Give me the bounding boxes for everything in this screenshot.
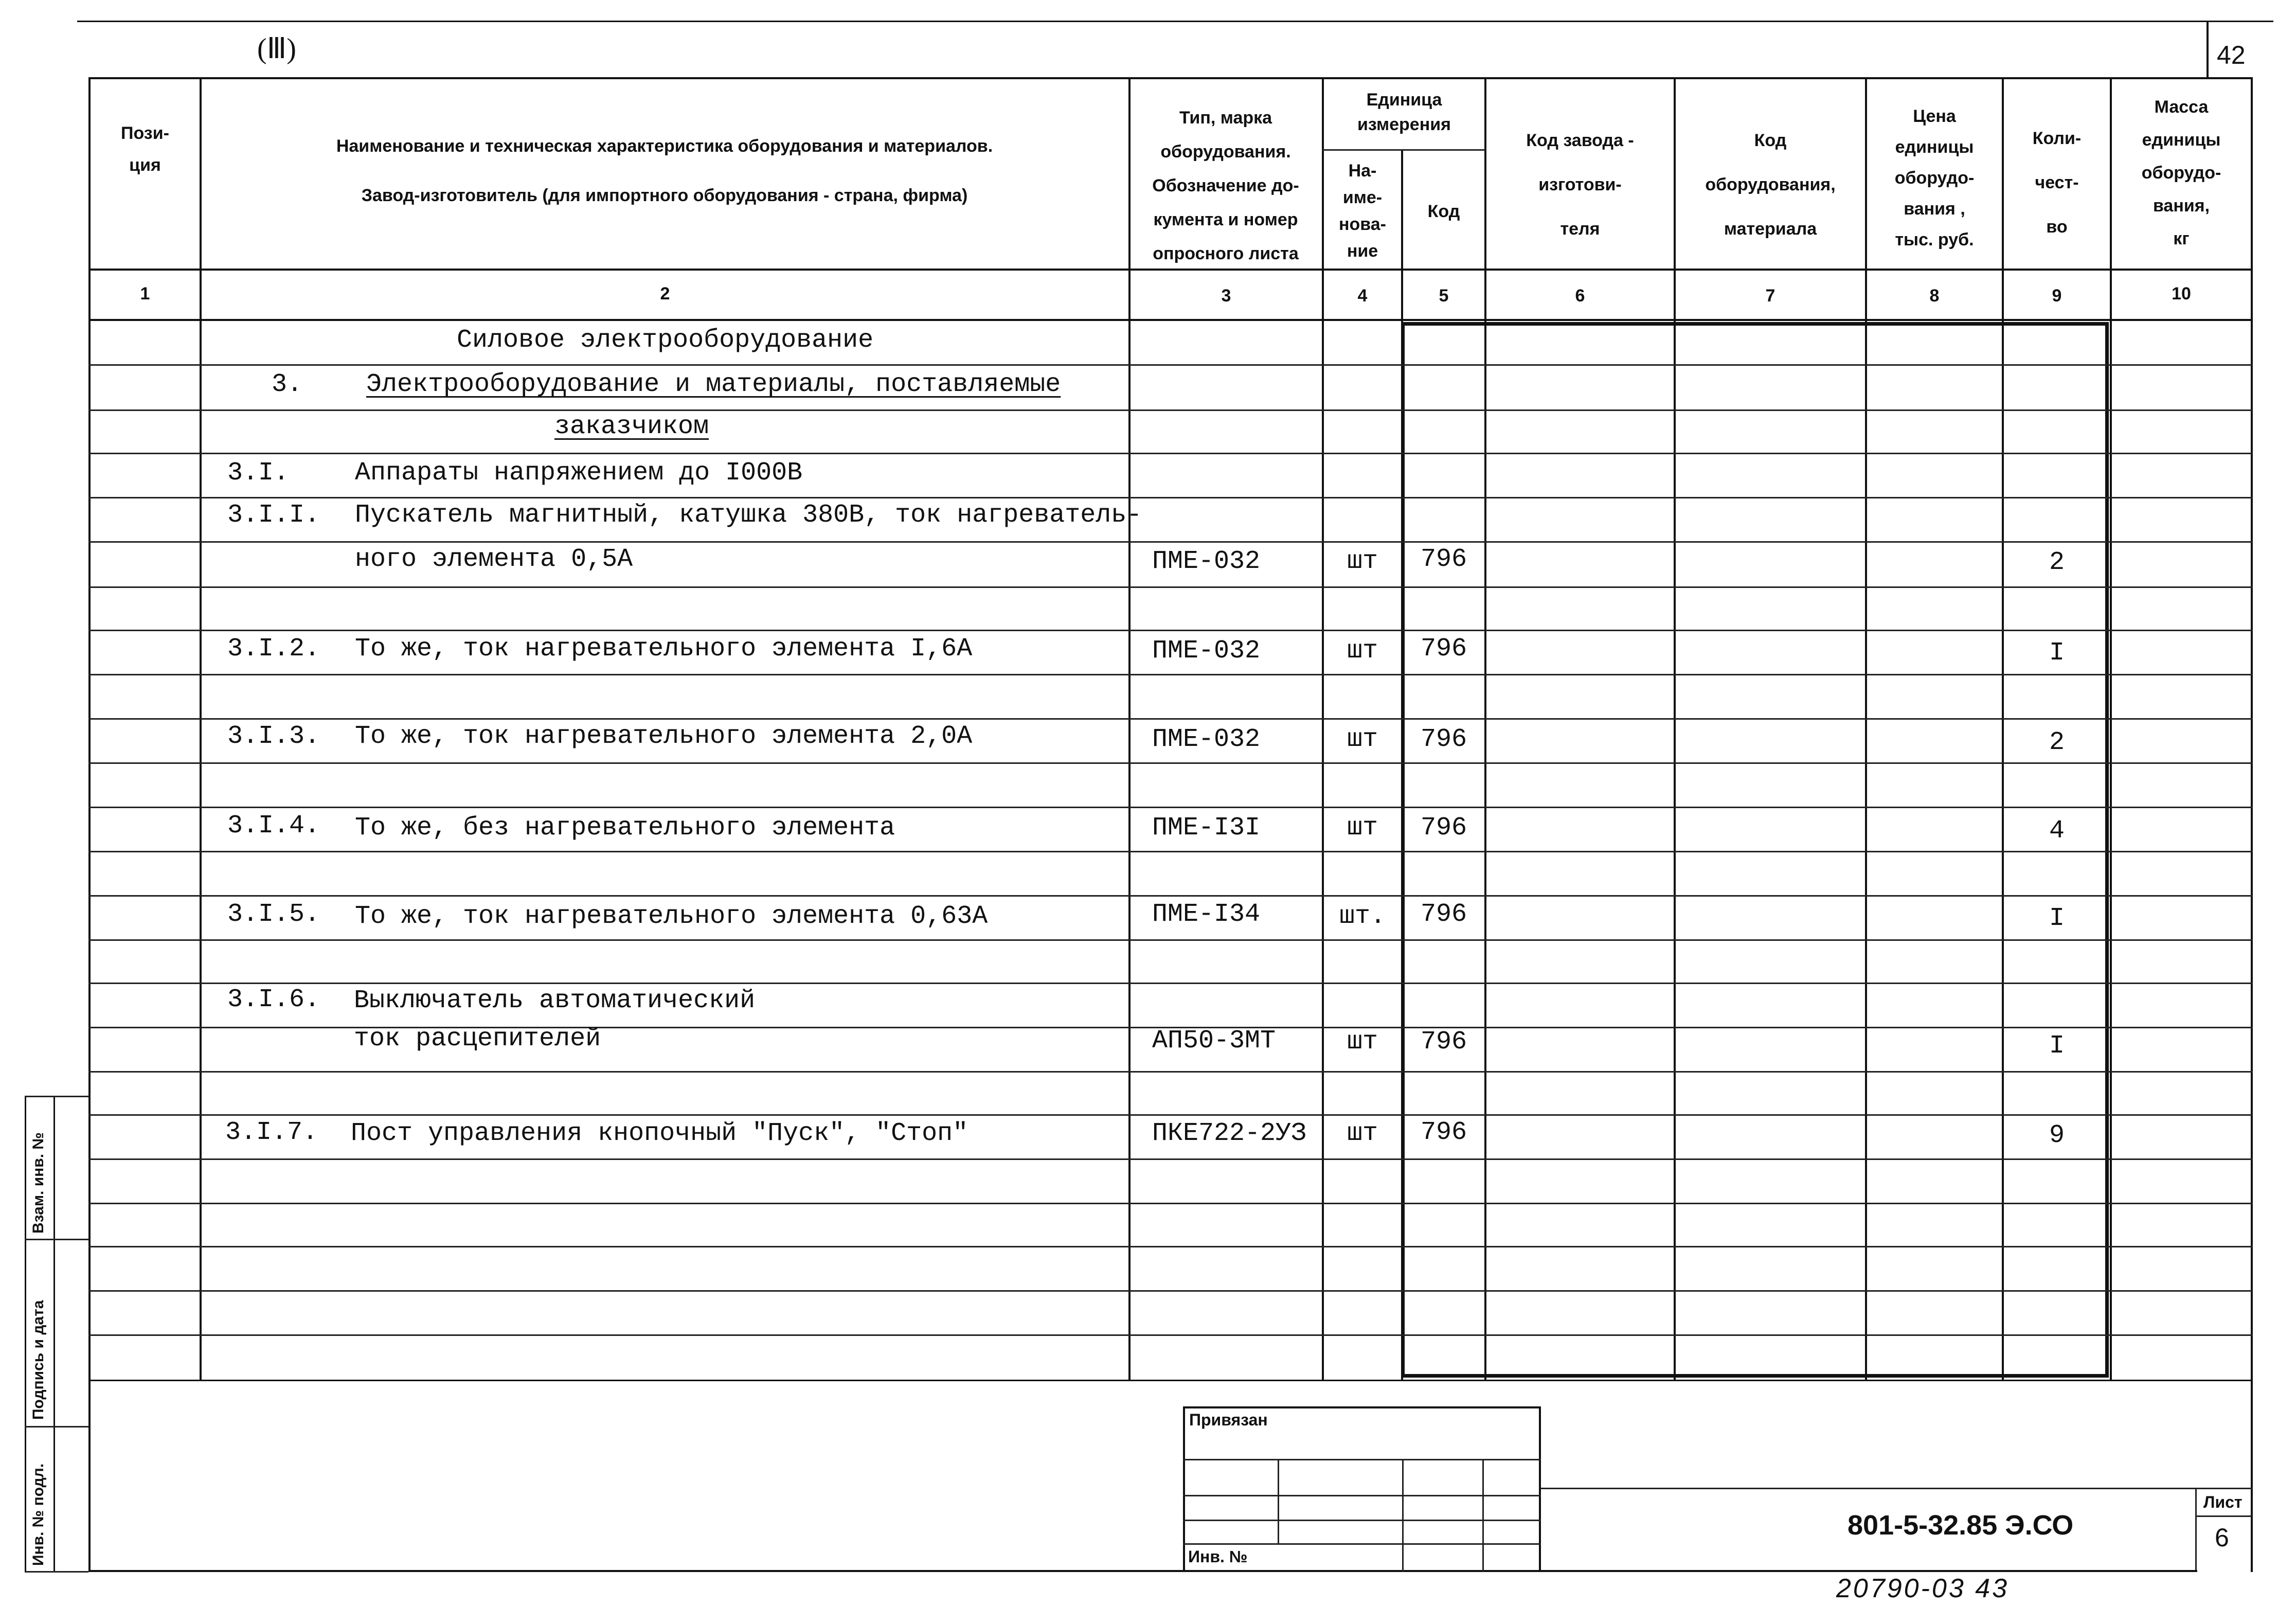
row-name: То же, ток нагревательного элемента 0,63А	[355, 902, 988, 931]
row-quantity: I	[2049, 638, 2065, 668]
row-line	[88, 983, 2253, 984]
row-code: 796	[1420, 1027, 1467, 1057]
row-type: ПКЕ722-2УЗ	[1152, 1119, 1307, 1148]
row-position: 3.I.3.	[227, 722, 320, 751]
unit-group-divider	[1322, 149, 1485, 151]
row-line	[88, 453, 2253, 454]
row-unit: шт	[1347, 813, 1378, 843]
row-line	[88, 1114, 2253, 1116]
stamp-divider	[1278, 1459, 1279, 1544]
row-unit: шт.	[1339, 902, 1386, 931]
table-bottom-border	[88, 1380, 2253, 1381]
row-quantity: I	[2049, 1031, 2065, 1061]
row-unit: шт	[1347, 636, 1378, 666]
row-unit: шт	[1347, 725, 1378, 754]
row-position: 3.	[272, 370, 303, 399]
row-line	[88, 1071, 2253, 1073]
stamp-divider	[1402, 1459, 1404, 1572]
stamp-divider	[1482, 1459, 1484, 1572]
column-number: 9	[2052, 286, 2062, 306]
col-divider-2	[1128, 77, 1131, 1381]
stamp-line	[1183, 1520, 1541, 1521]
row-name: То же, ток нагревательного элемента I,6А	[355, 634, 973, 664]
row-line	[88, 409, 2253, 411]
header-col5: Код	[1427, 202, 1460, 221]
side-label-replacement: Взам. инв. №	[30, 1132, 47, 1234]
row-type: ПМЕ-I3I	[1152, 813, 1261, 843]
row-code: 796	[1420, 545, 1467, 574]
side-strip-line	[25, 1096, 88, 1097]
row-position: 3.I.I.	[227, 501, 320, 530]
row-name: Пускатель магнитный, катушка 380В, ток нагреватель-	[355, 501, 1142, 530]
header-col6: Код завода - изготови- теля	[1526, 131, 1634, 239]
row-line	[88, 1290, 2253, 1292]
row-name: То же, ток нагревательного элемента 2,0А	[355, 722, 973, 751]
table-top-border	[88, 77, 2253, 79]
stamp-line	[1183, 1459, 1541, 1460]
document-code: 801-5-32.85 Э.СО	[1847, 1510, 2074, 1541]
side-strip-line	[25, 1571, 88, 1573]
row-name: заказчиком	[554, 412, 709, 441]
row-code: 796	[1420, 725, 1467, 754]
top-border	[77, 21, 2273, 22]
row-position: 3.I.4.	[227, 811, 320, 841]
row-name: Электрооборудование и материалы, поставляемые	[366, 370, 1061, 399]
column-number: 10	[2172, 284, 2191, 304]
row-type: ПМЕ-032	[1152, 547, 1261, 576]
sheet-box-left	[2195, 1488, 2197, 1570]
header-col10: Масса единицы оборудо- вания, кг	[2141, 97, 2221, 248]
page-number: 42	[2217, 41, 2246, 69]
row-line	[88, 541, 2253, 543]
row-line	[88, 807, 2253, 808]
row-code: 796	[1420, 1118, 1467, 1147]
page-bottom-border	[88, 1570, 2197, 1572]
sheet-label: Лист	[2203, 1493, 2243, 1511]
row-line	[88, 586, 2253, 588]
row-line	[88, 1203, 2253, 1204]
row-type: ПМЕ-I34	[1152, 900, 1261, 929]
row-position: 3.I.2.	[227, 634, 320, 664]
column-number: 8	[1929, 286, 1940, 306]
side-strip-line	[25, 1239, 88, 1240]
title-block-top	[1541, 1488, 2253, 1489]
row-line	[88, 1334, 2253, 1336]
col-divider-1	[200, 77, 202, 1381]
row-quantity: 4	[2049, 816, 2065, 846]
side-label-signature: Подпись и дата	[30, 1300, 47, 1420]
section-title: Силовое электрооборудование	[457, 326, 874, 355]
row-line	[88, 939, 2253, 941]
bottom-note: 20790-03 43	[1836, 1574, 2010, 1603]
row-type: ПМЕ-032	[1152, 725, 1261, 754]
row-name: Пост управления кнопочный "Пуск", "Стоп"	[351, 1119, 968, 1148]
row-code: 796	[1420, 813, 1467, 843]
row-name: ного элемента 0,5А	[355, 545, 633, 574]
sheet-box-divider	[2195, 1515, 2252, 1517]
header-unit-group: Единица измерения	[1357, 90, 1451, 134]
frame-right	[2251, 77, 2253, 1572]
header-col8: Цена единицы оборудо- вания , тыс. руб.	[1894, 106, 1975, 249]
row-position: 3.I.7.	[225, 1118, 318, 1147]
row-code: 796	[1420, 900, 1467, 929]
row-position: 3.I.6.	[227, 985, 320, 1014]
privyazan-label: Привязан	[1189, 1411, 1268, 1429]
row-unit: шт	[1347, 1119, 1378, 1148]
column-number: 4	[1357, 286, 1368, 306]
column-number: 2	[660, 284, 670, 304]
row-quantity: 2	[2049, 548, 2065, 577]
header-col7: Код оборудования, материала	[1705, 131, 1836, 239]
row-line	[88, 718, 2253, 720]
header-col3: Тип, марка оборудования. Обозначение до- кумента и номер опросного листа	[1152, 108, 1299, 263]
row-line	[88, 895, 2253, 897]
bold-frame	[1401, 322, 2109, 1378]
column-numbers-bottom-border	[88, 319, 2253, 321]
row-type: ПМЕ-032	[1152, 636, 1261, 666]
row-unit: шт	[1347, 1027, 1378, 1057]
row-type: АП50-3МТ	[1152, 1026, 1276, 1056]
row-line	[88, 364, 2253, 366]
row-unit: шт	[1347, 547, 1378, 576]
row-name: То же, без нагревательного элемента	[355, 813, 895, 843]
side-label-inventory: Инв. № подл.	[30, 1463, 47, 1566]
header-col4: На- име- нова- ние	[1339, 161, 1386, 261]
row-quantity: 2	[2049, 728, 2065, 757]
side-strip-line	[25, 1426, 88, 1427]
col-divider-9	[2110, 77, 2112, 1381]
column-number: 7	[1765, 286, 1775, 306]
row-line	[88, 674, 2253, 675]
row-line	[88, 762, 2253, 764]
row-position: 3.I.5.	[227, 900, 320, 929]
top-mark: (Ⅲ)	[257, 33, 296, 65]
row-line	[88, 1246, 2253, 1247]
row-position: 3.I.	[227, 458, 290, 488]
inventory-number-label: Инв. №	[1188, 1547, 1248, 1566]
header-col9: Коли- чест- во	[2032, 129, 2082, 237]
row-line	[88, 851, 2253, 852]
column-number: 6	[1575, 286, 1585, 306]
column-number: 5	[1439, 286, 1449, 306]
row-name: ток расцепителей	[354, 1024, 601, 1054]
stamp-line	[1183, 1495, 1541, 1496]
header-col2: Наименование и техническая характеристика оборудования и материалов. Завод-изготовитель (для импортного оборудования - страна, фирма)	[336, 136, 993, 205]
page-number-box-left	[2207, 21, 2209, 78]
row-quantity: I	[2049, 904, 2065, 933]
row-line	[88, 1158, 2253, 1160]
column-number: 3	[1221, 286, 1231, 306]
sheet-number: 6	[2215, 1523, 2229, 1552]
column-number: 1	[140, 284, 150, 304]
row-quantity: 9	[2049, 1121, 2065, 1150]
side-strip-left	[25, 1096, 26, 1572]
side-strip-mid	[53, 1096, 55, 1572]
row-name: Аппараты напряжением до I000В	[355, 458, 803, 488]
header-col1: Пози- ция	[121, 123, 169, 175]
row-line	[88, 497, 2253, 498]
row-name: Выключатель автоматический	[354, 986, 756, 1015]
row-line	[88, 630, 2253, 631]
row-code: 796	[1420, 634, 1467, 664]
stamp-line	[1183, 1543, 1541, 1545]
